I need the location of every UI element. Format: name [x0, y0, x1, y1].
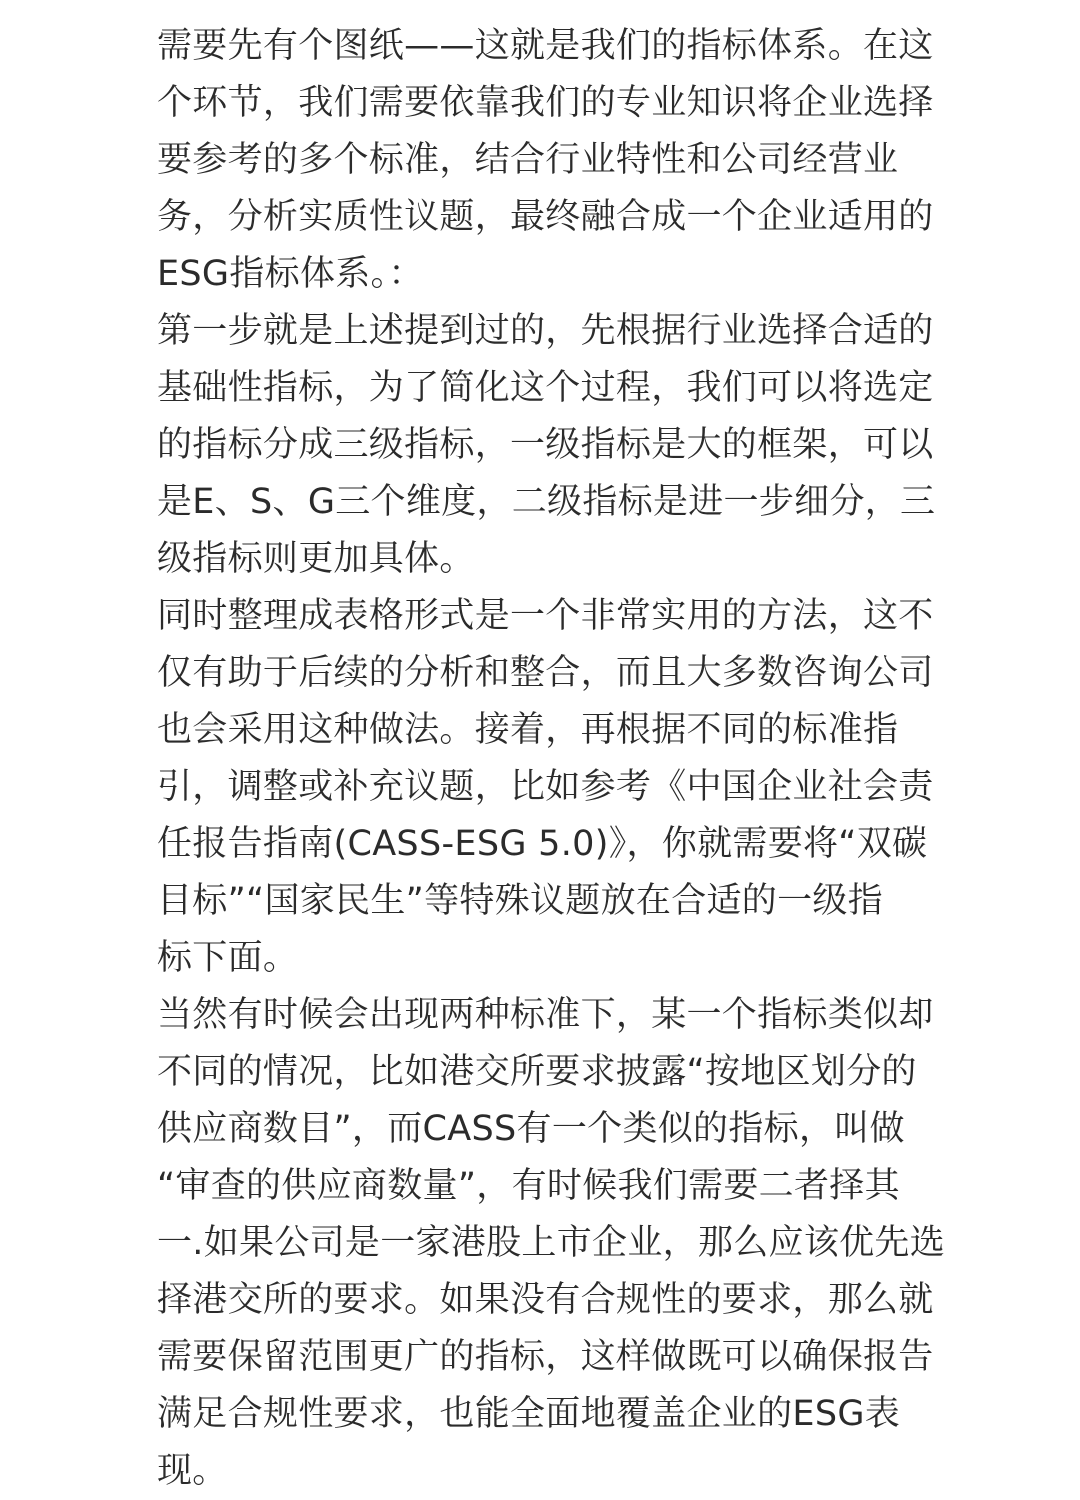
text-line: ESG指标体系。：	[157, 254, 424, 294]
text-line: 不同的情况，比如港交所要求披露“按地区划分的	[157, 1052, 917, 1092]
text-line: 供应商数目”，而CASS有一个类似的指标，叫做	[157, 1109, 905, 1149]
text-line: 当然有时候会出现两种标准下，某一个指标类似却	[157, 995, 934, 1035]
text-line: 的指标分成三级指标，一级指标是大的框架，可以	[157, 425, 934, 465]
text-line: 要参考的多个标准，结合行业特性和公司经营业	[157, 140, 899, 180]
text-line: 是E、S、G三个维度，二级指标是进一步细分，三	[157, 482, 936, 522]
text-line: 标下面。	[157, 938, 299, 978]
text-line: 现。	[157, 1451, 228, 1491]
text-line: 引，调整或补充议题，比如参考《中国企业社会责	[157, 767, 934, 807]
text-line: 第一步就是上述提到过的，先根据行业选择合适的	[157, 311, 934, 351]
text-line: 需要先有个图纸——这就是我们的指标体系。在这	[157, 26, 934, 66]
text-line: 任报告指南(CASS-ESG 5.0)》，你就需要将“双碳	[157, 824, 928, 864]
text-line: 一.如果公司是一家港股上市企业，那么应该优先选	[157, 1223, 946, 1263]
text-line: 级指标则更加具体。	[157, 539, 475, 579]
text-line: 满足合规性要求，也能全面地覆盖企业的ESG表	[157, 1394, 901, 1434]
text-line: 也会采用这种做法。接着，再根据不同的标准指	[157, 710, 899, 750]
text-line: 需要保留范围更广的指标，这样做既可以确保报告	[157, 1337, 934, 1377]
text-line: “审查的供应商数量”，有时候我们需要二者择其	[157, 1166, 900, 1206]
text-line: 务，分析实质性议题，最终融合成一个企业适用的	[157, 197, 934, 237]
text-line: 目标”“国家民生”等特殊议题放在合适的一级指	[157, 881, 883, 921]
text-line: 仅有助于后续的分析和整合，而且大多数咨询公司	[157, 653, 934, 693]
text-line: 同时整理成表格形式是一个非常实用的方法，这不	[157, 596, 934, 636]
text-line: 个环节，我们需要依靠我们的专业知识将企业选择	[157, 83, 934, 123]
text-line: 基础性指标，为了简化这个过程，我们可以将选定	[157, 368, 934, 408]
text-line: 择港交所的要求。如果没有合规性的要求，那么就	[157, 1280, 934, 1320]
article-body	[157, 18, 947, 1500]
